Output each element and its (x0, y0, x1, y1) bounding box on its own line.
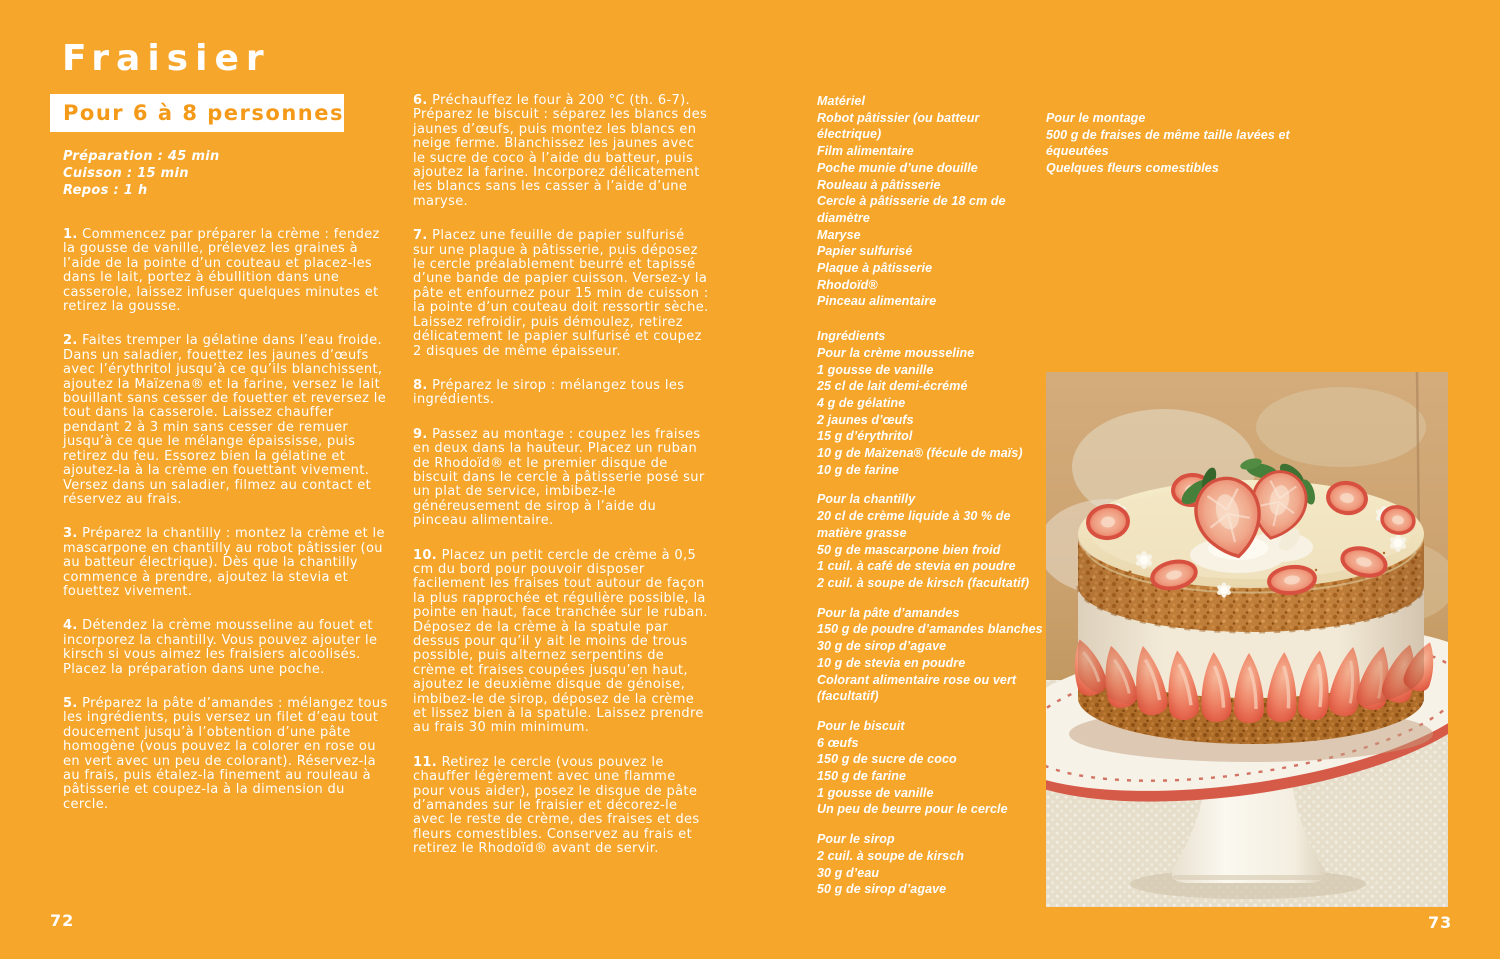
ingredient-group (817, 491, 1045, 591)
materiel-item: Film alimentaire (817, 144, 914, 159)
recipe-step: 5. Préparez la pâte d’amandes : mélangez tous les ingrédients, puis versez un filet d’eau tout doucement jusqu’à l’obtention d’une pâte homogène (vous pouvez la colorer en rose ou en vert avec un peu de colorant). Réservez-la au frais, puis étalez-la finement au rouleau à pâtisserie et coupez-la à la dimension du cercle. (63, 695, 388, 812)
page-number-left: 72 (50, 911, 75, 930)
ingredient-item: 1 gousse de vanille (817, 362, 934, 377)
materiel-ingredients-column (817, 93, 1045, 898)
materiel-title: Matériel (817, 94, 866, 108)
materiel-item: Rhodoïd® (817, 277, 878, 292)
ingredient-item: 25 cl de lait demi-écrémé (817, 379, 968, 394)
recipe-step: 10. Placez un petit cercle de crème à 0,5 cm du bord pour pouvoir disposer facilement les fraises tout autour de façon la plus rapprochée et régulière possible, la pointe en haut, face tranchée sur le ruban. Déposez de la crème à la spatule par dessus pour qu’il y ait le moins de trous possible, puis alternez serpentins de crème et fraises coupées jusqu’en haut, ajoutez le deuxième disque de génoise, imbibez-le de sirop, déposez de la crème et lissez bien à la spatule. Laissez prendre au frais 30 min minimum. (413, 547, 708, 736)
prep-time: Préparation : 45 min (63, 149, 220, 164)
ingredient-group-title: Pour le biscuit (817, 718, 905, 733)
montage-title: Pour le montage (1046, 111, 1146, 125)
fraisier-cake-photo (1046, 372, 1448, 907)
ingredient-item: 50 g de mascarpone bien froid (817, 542, 1001, 557)
recipe-step: 6. Préchauffez le four à 200 °C (th. 6-7). Préparez le biscuit : séparez les blancs des jaunes d’œufs, puis montez les blancs en neige ferme. Blanchissez les jaunes avec le sucre de coco à l’aide du batteur, puis ajoutez la farine. Incorporez délicatement les blancs sans les casser à l’aide d’une maryse. (413, 93, 708, 209)
recipe-step: 7. Placez une feuille de papier sulfurisé sur une plaque à pâtisserie, puis déposez le cercle préalablement beurré et tapissé d’une bande de papier cuisson. Versez-y la pâte et enfournez pour 15 min de cuisson : la pointe d’un couteau doit ressortir sèche. Laissez refroidir, puis démoulez, retirez délicatement le papier sulfurisé et coupez 2 disques de même épaisseur. (413, 228, 709, 359)
materiel-item: Cercle à pâtisserie de 18 cm de diamètre (817, 194, 1006, 225)
recipe-step: 4. Détendez la crème mousseline au fouet et incorporez la chantilly. Vous pouvez ajouter le kirsch si vous aimez les fraisiers alcoolisés. Placez la préparation dans une poche. (63, 618, 378, 677)
ingredient-item: 2 jaunes d’œufs (817, 412, 914, 427)
recipe-step: 11. Retirez le cercle (vous pouvez le chauffer légèrement avec une flamme pour vous aider), posez le disque de pâte d’amandes sur le fraisier et décorez-le avec le reste de crème, des fraises et des fleurs comestibles. Conservez au frais et retirez le Rhodoïd® avant de servir. (413, 754, 700, 857)
ingredient-item: 150 g de poudre d’amandes blanches (817, 622, 1043, 637)
ingredient-group-title: Pour la crème mousseline (817, 345, 975, 360)
ingredient-item: 15 g d’érythritol (817, 429, 913, 444)
ingredient-group-title: Pour la pâte d’amandes (817, 605, 960, 620)
ingredient-group (817, 718, 1045, 818)
servings-banner (50, 94, 344, 132)
ingredient-item: 2 cuil. à soupe de kirsch (facultatif) (817, 575, 1030, 590)
montage-item: Quelques fleurs comestibles (1046, 161, 1219, 176)
cook-time: Cuisson : 15 min (63, 166, 189, 181)
ingredient-item: 150 g de farine (817, 769, 907, 784)
rest-time: Repos : 1 h (63, 183, 148, 198)
materiel-section (817, 93, 1045, 310)
montage-column (1046, 110, 1302, 177)
recipe-step: 2. Faites tremper la gélatine dans l’eau froide. Dans un saladier, fouettez les jaunes d’œufs avec l’érythritol jusqu’à ce qu’ils blanchissent, ajoutez la Maïzena® et la farine, versez le lait bouillant sans cesser de fouetter et reversez le tout dans la casserole. Laissez chauffer pendant 2 à 3 min sans cesser de remuer jusqu’à ce que le mélange épaississe, puis retirez du feu. Essorez bien la gélatine et ajoutez-la à la crème en fouettant vivement. Versez dans un saladier, filmez au contact et réservez au frais. (63, 333, 387, 507)
recipe-step: 8. Préparez le sirop : mélangez tous les ingrédients. (413, 377, 685, 408)
ingredient-item: 10 g de Maïzena® (fécule de maïs) (817, 446, 1023, 461)
materiel-item: Robot pâtissier (ou batteur électrique) (817, 110, 980, 142)
ingredients-section (817, 328, 1045, 898)
ingredient-item: 150 g de sucre de coco (817, 752, 957, 767)
materiel-item: Maryse (817, 227, 861, 242)
ingredient-item: 10 g de stevia en poudre (817, 655, 966, 670)
materiel-item: Plaque à pâtisserie (817, 261, 933, 276)
materiel-item: Rouleau à pâtisserie (817, 177, 941, 192)
ingredient-item: 1 gousse de vanille (817, 785, 934, 800)
materiel-item: Poche munie d’une douille (817, 160, 978, 175)
ingredient-group-title: Pour le sirop (817, 832, 895, 847)
servings-label: Pour 6 à 8 personnes (63, 101, 344, 125)
ingredient-item: 10 g de farine (817, 462, 899, 477)
steps-column-2 (413, 94, 709, 877)
page-number-right: 73 (1428, 913, 1453, 932)
ingredients-title: Ingrédients (817, 329, 886, 344)
page-title: Fraisier (62, 38, 271, 79)
ingredient-item: 50 g de sirop d’agave (817, 882, 947, 897)
ingredient-group (817, 605, 1045, 705)
ingredient-item: 20 cl de crème liquide à 30 % de matière grasse (817, 509, 1011, 540)
fraisier-cake (1065, 456, 1443, 762)
montage-item: 500 g de fraises de même taille lavées et équeutées (1046, 127, 1290, 159)
ingredient-item: 6 œufs (817, 735, 859, 750)
ingredient-item: 30 g de sirop d’agave (817, 639, 947, 654)
ingredient-group (817, 831, 1045, 898)
materiel-item: Pinceau alimentaire (817, 294, 937, 309)
materiel-item: Papier sulfurisé (817, 244, 913, 259)
ingredient-item: Un peu de beurre pour le cercle (817, 802, 1008, 817)
recipe-step: 9. Passez au montage : coupez les fraises en deux dans la hauteur. Placez un ruban de Rhodoïd® et le premier disque de biscuit dans le cercle à pâtisserie posé sur un plat de service, imbibez-le généreusement de sirop à l’aide du pinceau alimentaire. (413, 426, 705, 529)
ingredient-item: 2 cuil. à soupe de kirsch (817, 848, 965, 863)
ingredient-item: Colorant alimentaire rose ou vert (facultatif) (817, 672, 1017, 704)
recipe-step: 3. Préparez la chantilly : montez la crème et le mascarpone en chantilly au robot pâtissier (ou au batteur électrique). Dès que la chantilly commence à prendre, ajoutez la stevia et fouettez vivement. (63, 526, 385, 599)
ingredient-group-title: Pour la chantilly (817, 492, 916, 507)
ingredient-item: 1 cuil. à café de stevia en poudre (817, 559, 1016, 574)
steps-column-1 (63, 228, 390, 832)
recipe-step: 1. Commencez par préparer la crème : fendez la gousse de vanille, prélevez les graines à l’aide de la pointe d’un couteau et placez-les dans le lait, portez à ébullition dans une casserole, laissez infuser quelques minutes et retirez la gousse. (63, 227, 380, 315)
ingredient-item: 30 g d’eau (817, 865, 880, 880)
recipe-meta (63, 148, 220, 199)
ingredient-item: 4 g de gélatine (817, 395, 906, 410)
